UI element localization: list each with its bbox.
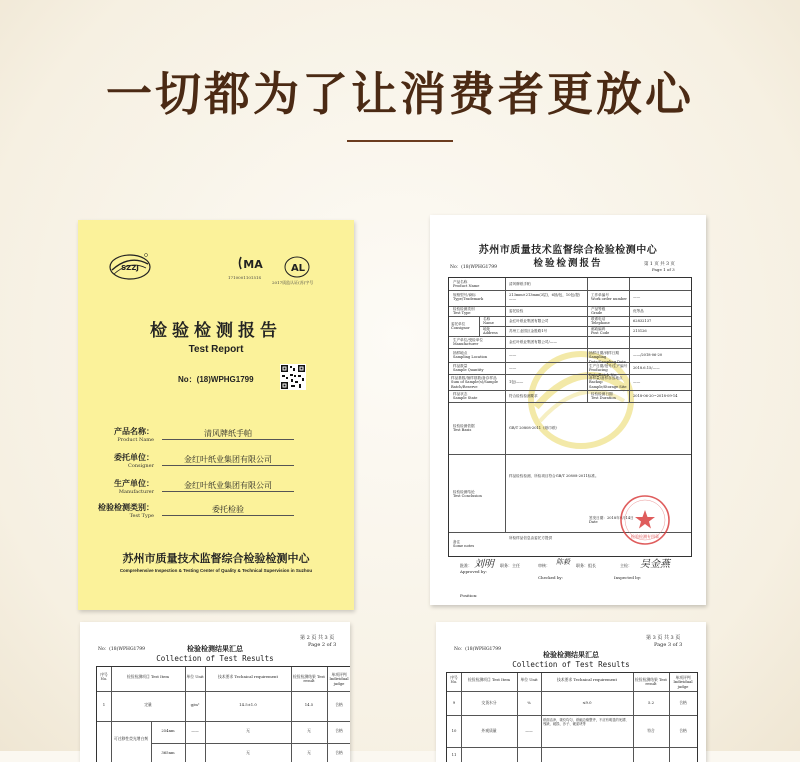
summary2-header-no: 序号 No.: [100, 672, 108, 682]
summary3-row2-item: 外观质量: [481, 728, 497, 733]
cover-institute-en: Comprehensive Inspection & Testing Center of Quality & Technical Supervision in Suzhou: [119, 568, 313, 573]
checked-en: Checked by:: [538, 575, 564, 580]
report-institute: 苏州市质量技术监督综合检验检测中心: [478, 245, 658, 256]
summary2-number: No：(18)WPHG1799: [98, 647, 146, 652]
notes-label: 备注 Some notes: [453, 540, 475, 549]
test-duration-label: 检验检测日期 Test Duration: [591, 392, 616, 401]
summary2-row1-no: 1: [102, 702, 106, 707]
headline-underline: [347, 140, 453, 142]
page-headline: 一切都为了让消费者更放心: [106, 67, 694, 121]
summary3-row1-unit: %: [527, 700, 531, 705]
sampling-date-value: ——/2018-06-20: [633, 353, 663, 357]
grade-label: 产品等级 Grade: [591, 307, 606, 316]
address-value: 苏州工业园区金胜路1号: [509, 329, 548, 333]
backup-sample-value: ——: [633, 380, 641, 384]
summary2-row2-unit: ——: [191, 728, 199, 733]
summary2-row1-req: 14.5±1.0: [239, 702, 257, 707]
phone-value: 62832137: [633, 319, 652, 323]
checker-signature: 陈毅: [556, 558, 570, 566]
product-label-en: Product Name: [117, 437, 154, 443]
product-value: 清风牌纸手帕: [162, 428, 294, 440]
official-stamp-icon: [618, 493, 672, 547]
inspector-en: Inspected by:: [614, 575, 642, 580]
summary3-header-judge: 单项评判 Individual judge: [673, 675, 693, 689]
summary2-page-en: Page 2 of 3: [308, 642, 337, 648]
cover-report-number: No：(18)WPHG1799: [178, 375, 254, 384]
summary3-row1-item: 交货水分: [481, 700, 497, 705]
inspector-label: 主检：: [620, 563, 632, 568]
summary2-header-judge: 单项评判 Individual judge: [329, 672, 349, 686]
test-category-value: 委托检验: [509, 309, 524, 313]
summary2-row1-item: 定量: [144, 702, 152, 707]
summary2-row2-sub2-judge: 合格: [335, 750, 343, 755]
summary3-row1-no: 9: [452, 700, 456, 705]
product-name-label: 产品名称 Product Name: [453, 280, 480, 289]
summary3-title-en: Collection of Test Results: [512, 660, 630, 669]
manufacturer-label-en: Manufacturer: [118, 489, 154, 495]
report-page-number-en: Page 1 of 3: [652, 267, 675, 272]
product-label: 产品名称：: [114, 426, 154, 436]
product-name-value: 清风牌纸手帕: [509, 282, 531, 286]
summary2-row2-sub2: 365nm: [161, 750, 175, 755]
consignor-value: 金红叶纸业集团有限公司: [162, 454, 294, 466]
post-label: 邮政编码 Post Code: [591, 327, 610, 336]
report-number: No：(18)WPHG1799: [450, 265, 498, 270]
summary2-row2-sub1-res: 无: [307, 728, 311, 733]
cma-code: 171000110151S: [228, 275, 262, 280]
summary2-row2-item: 可迁移性荧光增白剂: [113, 736, 149, 741]
cover-title: 检验检测报告: [150, 321, 282, 341]
report-cover: [78, 220, 354, 610]
summary2-page: 第 2 页 共 3 页: [300, 635, 335, 641]
summary2-row1-unit: g/m²: [190, 702, 200, 707]
cma-logo-icon: [238, 253, 266, 273]
consignor-group-label: 委托单位 Consignor: [451, 322, 470, 331]
work-no-value: ——: [633, 295, 641, 299]
address-label: 地址 Address: [483, 327, 498, 336]
spec-value: 213mm×213mm(3层)，6抽/包，10包/提/——: [509, 293, 581, 302]
summary2-title-en: Collection of Test Results: [156, 654, 274, 663]
cal-caption: 2017质监认证(苏)字号: [272, 280, 314, 285]
summary3-row1-result: 5.2: [647, 700, 655, 705]
consignor-label-en: Consigner: [128, 463, 154, 469]
svg-text:SZZJ: SZZJ: [121, 264, 139, 272]
summary3-number: No：(18)WPHG1799: [454, 647, 502, 652]
sample-base-value: 1包/——: [509, 380, 524, 384]
svg-text:MA: MA: [243, 258, 263, 271]
production-date-label: 生产日期/批号/生产编号 Producing Date/Batch No.: [589, 364, 628, 377]
summary2-row1-judge: 合格: [335, 702, 343, 707]
test-basis-label: 检验检测依据 Test Basis: [453, 424, 475, 433]
consignor-name-value: 金红叶纸业集团有限公司: [509, 319, 549, 323]
summary3-header-unit: 单位 Unit: [520, 677, 538, 682]
checker-role: 职务：组长: [576, 563, 596, 568]
manufacturer-row-value: 金红叶纸业集团有限公司/——: [509, 340, 557, 344]
approver-signature: 刘明: [474, 559, 494, 570]
summary2-title: 检验检测结果汇总: [187, 644, 243, 653]
summary3-page-en: Page 3 of 3: [654, 642, 683, 648]
svg-text:AL: AL: [290, 263, 306, 274]
summary3-header-no: 序号 No.: [450, 675, 458, 685]
summary3-header-requirement: 技术要求 Technical requirement: [557, 677, 617, 682]
manufacturer-label: 生产单位：: [114, 478, 154, 488]
summary3-row2-unit: ——: [525, 728, 533, 733]
summary2-table: [96, 666, 350, 762]
report-title: 检验检测报告: [533, 258, 603, 269]
backup-sample-label: 备样量/备样存放地点 Backup Sample/Storage Site: [589, 376, 627, 389]
cal-logo-icon: [284, 256, 310, 278]
approved-label: 批准：: [460, 563, 472, 568]
summary3-title: 检验检测结果汇总: [543, 650, 599, 659]
summary3-row2-no: 10: [451, 728, 457, 733]
summary3-table: [446, 672, 698, 762]
sampling-place-value: ——: [509, 353, 517, 357]
spec-label: 规格型号/商标 Type/Trademark: [453, 293, 484, 302]
sample-quantity-label: 样品数量 Sample Quantity: [453, 364, 484, 373]
report-page-number: 第 1 页 共 3 页: [644, 262, 675, 267]
consignor-name-label: 名称 Name: [483, 317, 494, 326]
sample-state-value: 符合检验检测要求: [509, 394, 538, 398]
post-value: 215126: [633, 329, 647, 333]
summary3-header-result: 检验检测结果 Test result: [635, 677, 667, 687]
approved-en: Approved by:: [460, 569, 487, 574]
test-duration-value: 2018-06-20~2018-09-14: [633, 394, 678, 398]
consignor-label: 委托单位：: [114, 452, 154, 462]
summary3-row2-result: 符合: [647, 728, 655, 733]
summary3-row1-judge: 合格: [679, 700, 687, 705]
cover-institute: 苏州市质量技术监督综合检验检测中心: [122, 552, 310, 565]
checked-label: 审核：: [538, 563, 550, 568]
summary2-row2-sub1-judge: 合格: [335, 728, 343, 733]
manufacturer-value: 金红叶纸业集团有限公司: [162, 480, 294, 492]
test-type-label-en: Test Type: [129, 513, 154, 519]
sampling-place-label: 抽样地点 Sampling Location: [453, 351, 488, 360]
summary-page-3: [436, 622, 706, 762]
summary2-row1-result: 14.5: [304, 702, 314, 707]
report-page-1: [430, 215, 706, 605]
cover-title-en: Test Report: [188, 344, 244, 355]
test-basis-value: GB/T 20808-2011《纸巾纸》: [509, 426, 560, 430]
position-en: Position:: [460, 593, 478, 598]
summary3-row3-no: 11: [451, 752, 457, 757]
svg-text:检验检测专用章: 检验检测专用章: [631, 534, 659, 539]
test-type-value: 委托检验: [162, 504, 294, 516]
summary2-header-unit: 单位 Unit: [186, 674, 204, 679]
notes-value: 所检样品信息由委托方提供: [509, 536, 553, 540]
manufacturer-row-label: 生产单位/受检单位 Manufacturer: [453, 338, 483, 347]
sampling-date-label: 抽样日期/到样日期 Sampling Date/Sampling Date: [589, 351, 626, 364]
phone-label: 联系电话 Telephone: [591, 317, 610, 326]
summary3-row2-req: 纸面洁净，皱纹均匀，纸幅边缘整齐，不应有明显的死褶、残缺、破损、沙子、硬质块等: [543, 718, 629, 726]
summary-page-2: [80, 622, 350, 762]
summary2-header-requirement: 技术要求 Technical requirement: [218, 674, 278, 679]
test-conclusion-label: 检验检测结论 Test Conclusion: [453, 490, 482, 499]
grade-value: 优等品: [633, 309, 644, 313]
summary2-row2-sub2-req: 无: [246, 750, 250, 755]
test-conclusion-value: 样品检验检测，所检项目符合GB/T 20808-2011标准。: [509, 474, 599, 478]
work-no-label: 工作单编号 Work order number: [591, 293, 628, 302]
production-date-value: 2018.6.15/——: [633, 366, 660, 370]
summary2-row2-sub1-req: 无: [246, 728, 250, 733]
test-type-label: 检验检测类别：: [98, 502, 154, 512]
summary3-page: 第 3 页 共 3 页: [646, 635, 681, 641]
qr-code-icon: [280, 364, 306, 390]
inspector-signature: 吴金燕: [640, 559, 670, 570]
sample-state-label: 样品状态 Sample State: [453, 392, 478, 401]
approver-role: 职务：主任: [500, 563, 520, 568]
szzj-logo-icon: [108, 250, 152, 282]
summary2-row2-sub1: 254nm: [161, 728, 175, 733]
summary2-header-result: 检验检测结果 Test result: [293, 674, 325, 684]
test-category-label: 检验检测类别 Test Type: [453, 307, 475, 316]
issue-date: 签发日期：2018年9月14日 Date: [589, 516, 634, 525]
summary3-row1-req: ≤9.0: [582, 700, 592, 705]
summary3-header-item: 检验检测项目 Test Item: [467, 677, 511, 682]
summary2-row2-sub2-res: 无: [307, 750, 311, 755]
summary3-row2-judge: 合格: [679, 728, 687, 733]
sample-base-label: 样品基数/抽样基数/备存样品 Sum of Sample(s)/Sample Batch/Reserve: [451, 376, 498, 389]
summary2-header-item: 检验检测项目 Test Item: [126, 674, 170, 679]
sample-quantity-value: ——: [509, 366, 517, 370]
